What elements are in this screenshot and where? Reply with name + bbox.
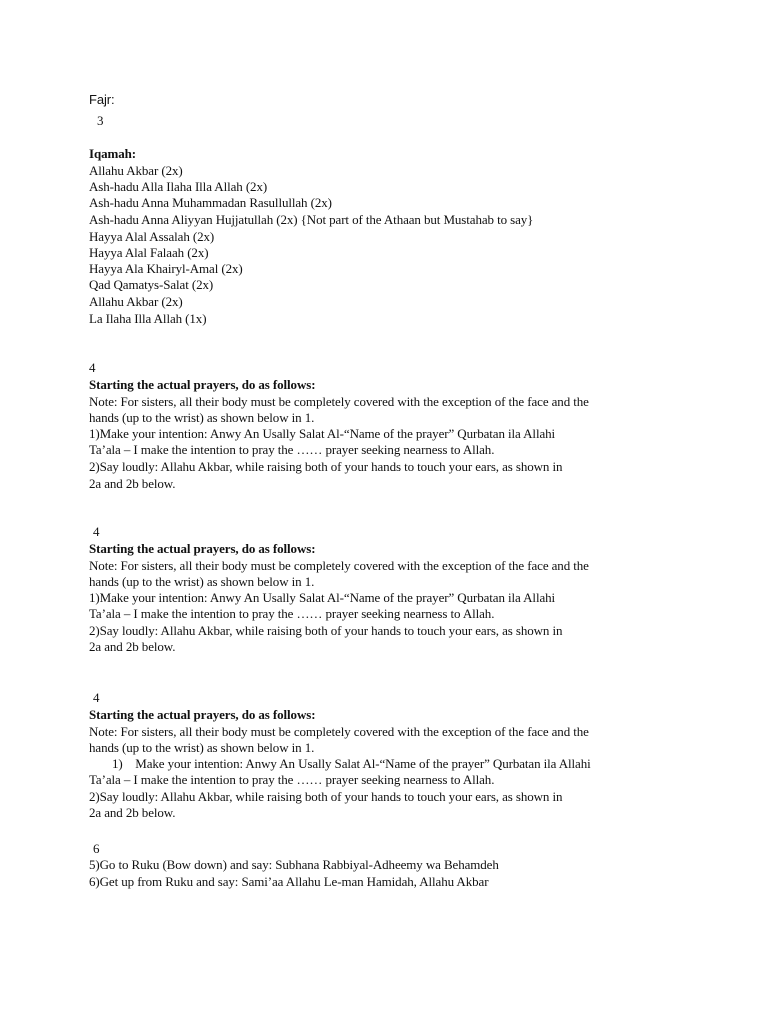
body-line: 2)Say loudly: Allahu Akbar, while raising both of your hands to touch your ears, as shown in [89, 623, 563, 638]
iqamah-line: Ash-hadu Anna Aliyyan Hujjatullah (2x) {Not part of the Athaan but Mustahab to say} [89, 212, 534, 227]
body-line: 5)Go to Ruku (Bow down) and say: Subhana Rabbiyal-Adheemy wa Behamdeh [89, 857, 499, 872]
section-number: 6 [93, 841, 100, 856]
body-line: Note: For sisters, all their body must be completely covered with the exception of the face and the [89, 394, 589, 409]
section-number: 4 [93, 524, 100, 539]
iqamah-line: Qad Qamatys-Salat (2x) [89, 277, 214, 292]
body-line: Note: For sisters, all their body must be completely covered with the exception of the face and the [89, 724, 589, 739]
body-line: 1)Make your intention: Anwy An Usally Salat Al-“Name of the prayer” Qurbatan ila Allahi [89, 426, 556, 441]
body-line: 2)Say loudly: Allahu Akbar, while raising both of your hands to touch your ears, as shown in [89, 789, 563, 804]
iqamah-heading: Iqamah: [89, 146, 136, 161]
body-line: 1) Make your intention: Anwy An Usally Salat Al-“Name of the prayer” Qurbatan ila Allahi [112, 756, 591, 771]
body-line: hands (up to the wrist) as shown below in 1. [89, 574, 315, 589]
body-line: Ta’ala – I make the intention to pray the …… prayer seeking nearness to Allah. [89, 772, 495, 787]
section-number: 4 [89, 360, 96, 375]
prayer-heading: Starting the actual prayers, do as follows: [89, 541, 316, 556]
body-line: 2a and 2b below. [89, 476, 176, 491]
iqamah-line: Hayya Ala Khairyl-Amal (2x) [89, 261, 243, 276]
body-line: 2a and 2b below. [89, 639, 176, 654]
body-line: 1)Make your intention: Anwy An Usally Salat Al-“Name of the prayer” Qurbatan ila Allahi [89, 590, 556, 605]
iqamah-line: Ash-hadu Alla Ilaha Illa Allah (2x) [89, 179, 268, 194]
fajr-label: Fajr: [89, 92, 115, 107]
body-line: Note: For sisters, all their body must be completely covered with the exception of the face and the [89, 558, 589, 573]
iqamah-line: Hayya Alal Falaah (2x) [89, 245, 209, 260]
body-line: hands (up to the wrist) as shown below in 1. [89, 410, 315, 425]
body-line: 2a and 2b below. [89, 805, 176, 820]
iqamah-line: Ash-hadu Anna Muhammadan Rasullullah (2x) [89, 195, 332, 210]
iqamah-line: Allahu Akbar (2x) [89, 294, 183, 309]
body-line: 2)Say loudly: Allahu Akbar, while raising both of your hands to touch your ears, as shown in [89, 459, 563, 474]
iqamah-line: Allahu Akbar (2x) [89, 163, 183, 178]
iqamah-line: La Ilaha Illa Allah (1x) [89, 311, 207, 326]
body-line: hands (up to the wrist) as shown below in 1. [89, 740, 315, 755]
iqamah-line: Hayya Alal Assalah (2x) [89, 229, 215, 244]
section-number: 4 [93, 690, 100, 705]
body-line: 6)Get up from Ruku and say: Sami’aa Allahu Le-man Hamidah, Allahu Akbar [89, 874, 489, 889]
body-line: Ta’ala – I make the intention to pray the …… prayer seeking nearness to Allah. [89, 606, 495, 621]
section-number: 3 [97, 113, 104, 128]
prayer-heading: Starting the actual prayers, do as follows: [89, 707, 316, 722]
prayer-heading: Starting the actual prayers, do as follows: [89, 377, 316, 392]
body-line: Ta’ala – I make the intention to pray the …… prayer seeking nearness to Allah. [89, 442, 495, 457]
